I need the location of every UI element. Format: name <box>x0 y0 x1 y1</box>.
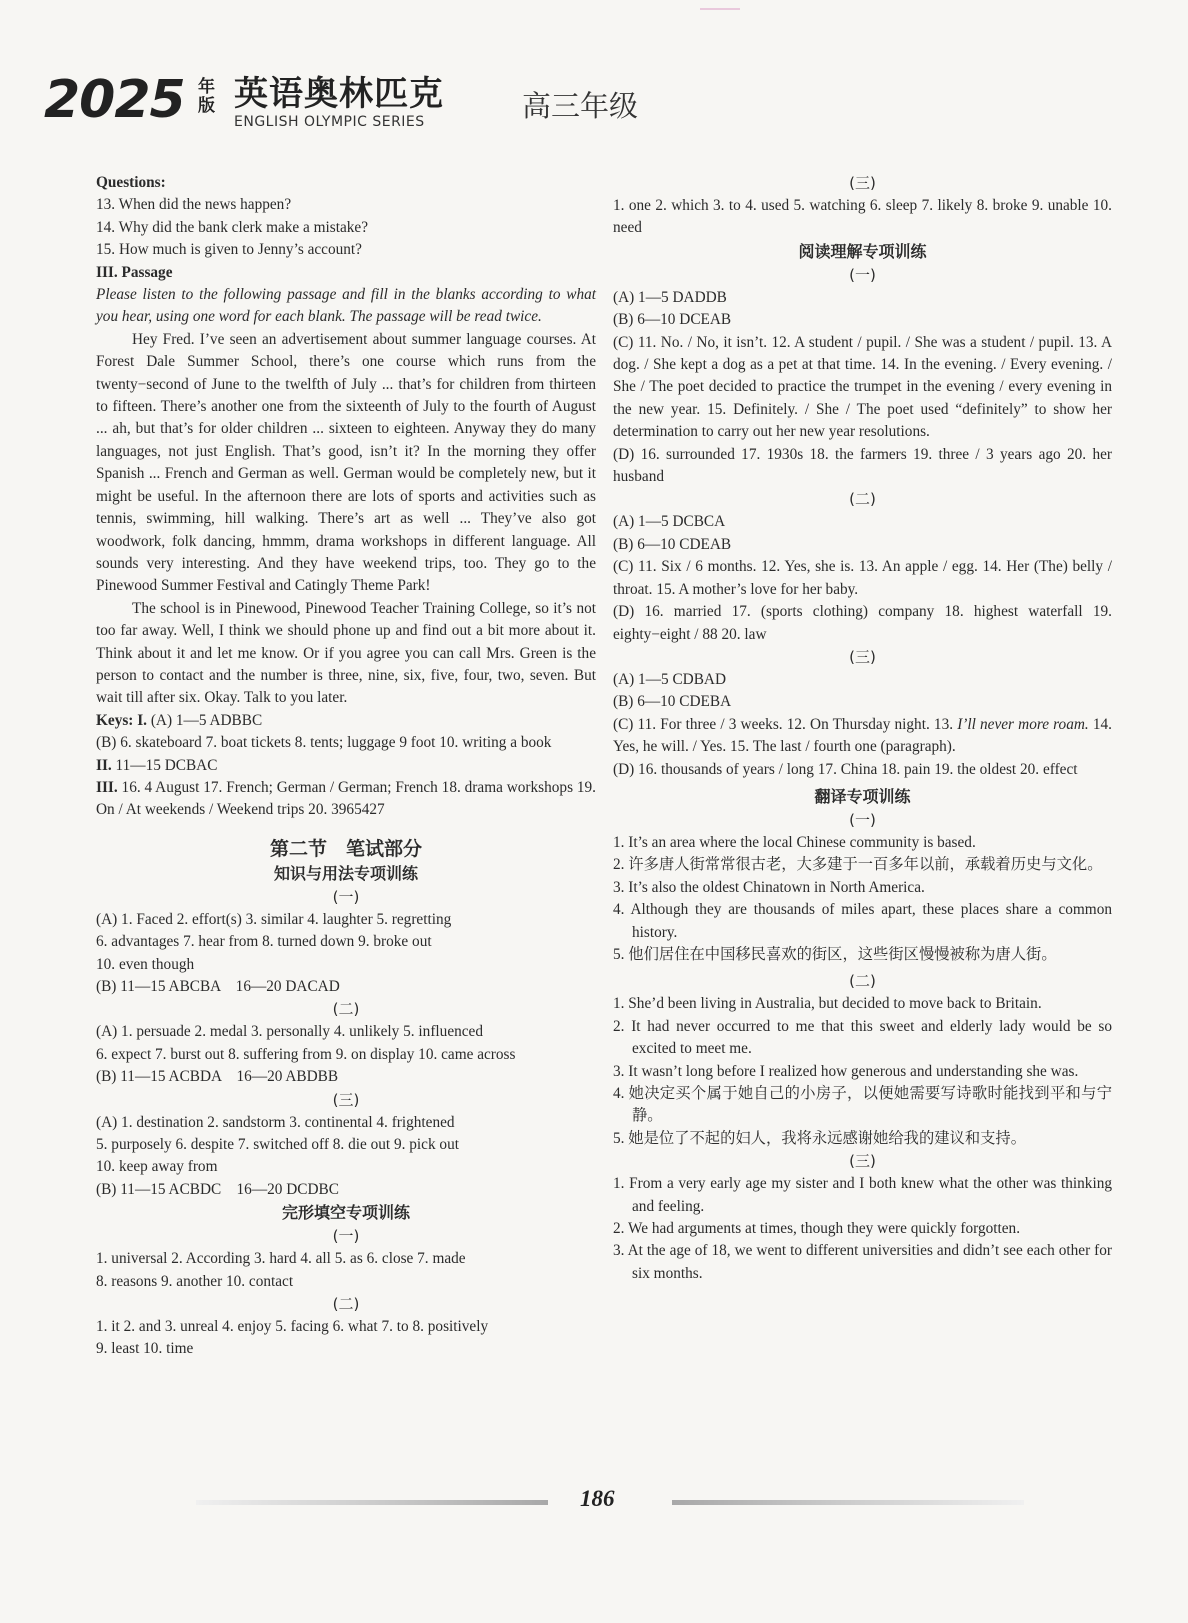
page-footer <box>0 1482 1188 1522</box>
series-title-en: ENGLISH OLYMPIC SERIES <box>234 114 425 130</box>
translation-3-item-1: 1. From a very early age my sister and I both knew what the other was thinking and feeling. <box>613 1175 1112 1215</box>
passage-paragraph-2: The school is in Pinewood, Pinewood Teacher Training College, so it’s not too far away. Well, I think we should phone up and find out a bit more about it. Think about it and let me know. Or if you agree you can call Mrs. Green is the person to contact and the number is three, nine, six, five, four, two, seven. But wait till after six. Okay. Talk to you later. <box>96 599 596 707</box>
knowledge-3-number: (三) <box>332 1090 360 1109</box>
series-year: 2025 <box>44 70 185 130</box>
footer-rule-right <box>672 1500 1024 1505</box>
knowledge-2-b: (B) 11—15 ACBDA 16—20 ABDBB <box>96 1068 339 1086</box>
keys-I-a-text: (A) 1—5 ADBBC <box>147 711 263 729</box>
translation-2-item-5: 5. 她是位了不起的妇人，我将永远感谢她给我的建议和支持。 <box>613 1129 1027 1147</box>
reading-3-a: (A) 1—5 CDBAD <box>613 670 727 688</box>
reading-3-c-post: 14. Yes, he will. / Yes. 15. The last / fourth one (paragraph). <box>613 715 1113 756</box>
page-header <box>44 70 664 140</box>
translation-2-number: (二) <box>849 972 876 991</box>
translation-3-item-3: 3. At the age of 18, we went to different universities and didn’t see each other for six months. <box>613 1242 1112 1282</box>
translation-2-item-2: 2. It had never occurred to me that this sweet and elderly lady would be so excited to meet me. <box>613 1017 1112 1058</box>
keys-II-text: 11—15 DCBAC <box>111 756 218 774</box>
cloze-2-line2: 9. least 10. time <box>96 1340 194 1358</box>
edition-label: 年版 <box>198 77 215 116</box>
question-15: 15. How much is given to Jenny’s account? <box>96 241 362 259</box>
translation-2-item-1: 1. She’d been living in Australia, but decided to move back to Britain. <box>613 995 1042 1013</box>
grade-label: 高三年级 <box>522 89 639 123</box>
right-column <box>613 172 1112 1285</box>
cloze-2-line1: 1. it 2. and 3. unreal 4. enjoy 5. facing 6. what 7. to 8. positively <box>96 1318 489 1336</box>
translation-1-item-1: 1. It’s an area where the local Chinese community is based. <box>613 833 976 851</box>
knowledge-title: 知识与用法专项训练 <box>273 863 418 883</box>
knowledge-3-a-line3: 10. keep away from <box>96 1158 218 1176</box>
knowledge-1-number: (一) <box>332 887 360 906</box>
reading-2-number: (二) <box>849 490 876 509</box>
cloze-1-line2: 8. reasons 9. another 10. contact <box>96 1272 294 1290</box>
cloze-title: 完形填空专项训练 <box>281 1203 410 1223</box>
reading-3-d: (D) 16. thousands of years / long 17. China 18. pain 19. the oldest 20. effect <box>613 760 1078 778</box>
passage-paragraph-1: Hey Fred. I’ve seen an advertisement about summer language courses. At Forest Dale Summer School, there’s one course which runs from the twenty−second of June to the twelfth of July ... that’s for children from thirteen to fifteen. There’s another one from the sixteenth of July to the fourth of August ... ah, but that’s for older children ... sixteen to eighteen. Anyway they do many languages, not just English. That’s good, isn’t it? In the morning they offer Spanish ... French and German as well. German would be completely new, but it might be useful. In the afternoon there are lots of sports and activities such as tennis, swimming, hill walking. There’s art as well ... They’ve also got woodwork, folk dancing, hmmm, drama workshops in different language. All sounds very interesting. And they have weekend trips, too. They go to the Pinewood Summer Festival and Catingly Theme Park! <box>96 330 596 595</box>
translation-1-item-2: 2. 许多唐人街常常很古老，大多建于一百多年以前，承载着历史与文化。 <box>613 856 1103 874</box>
cloze-3-text: 1. one 2. which 3. to 4. used 5. watching 6. sleep 7. likely 8. broke 9. unable 10. need <box>613 197 1112 237</box>
keys-II-label: II. <box>96 756 112 774</box>
reading-1-d: (D) 16. surrounded 17. 1930s 18. the farmers 19. three / 3 years ago 20. her husband <box>613 445 1112 486</box>
reading-2-a: (A) 1—5 DCBCA <box>613 513 726 531</box>
reading-1-b: (B) 6—10 DCEAB <box>613 311 732 329</box>
cloze-2-number: (二) <box>332 1295 360 1314</box>
keys-III-label: III. <box>96 778 118 796</box>
cloze-1-line1: 1. universal 2. According 3. hard 4. all 5. as 6. close 7. made <box>96 1250 466 1268</box>
questions-heading: Questions: <box>96 174 166 191</box>
knowledge-2-number: (二) <box>332 1000 360 1019</box>
passage-instruction: Please listen to the following passage and fill in the blanks according to what you hear, using one word for each blank. The passage will be read twice. <box>96 286 596 326</box>
series-title-cn: 英语奥林匹克 <box>234 74 444 114</box>
question-14: 14. Why did the bank clerk make a mistake? <box>96 218 368 236</box>
reading-3-c-pre: (C) 11. For three / 3 weeks. 12. On Thursday night. 13. <box>613 715 958 733</box>
keys-I-a <box>96 710 596 732</box>
knowledge-3-a-line2: 5. purposely 6. despite 7. switched off 8. die out 9. pick out <box>96 1136 459 1154</box>
translation-2-item-3: 3. It wasn’t long before I realized how generous and understanding she was. <box>613 1062 1079 1080</box>
translation-2-item-4: 4. 她决定买个属于她自己的小房子，以便她需要写诗歌时能找到平和与宁静。 <box>613 1085 1112 1125</box>
reading-1-number: (一) <box>849 265 876 284</box>
top-decoration <box>700 8 740 10</box>
translation-title: 翻译专项训练 <box>814 786 911 806</box>
passage-heading: III. Passage <box>96 263 173 281</box>
reading-2-c: (C) 11. Six / 6 months. 12. Yes, she is. 13. An apple / egg. 14. Her (The) belly / throat. 15. A mother’s love for her baby. <box>613 558 1112 598</box>
translation-1-item-4: 4. Although they are thousands of miles apart, these places share a common history. <box>613 901 1112 941</box>
knowledge-3-b: (B) 11—15 ACBDC 16—20 DCDBC <box>96 1180 339 1198</box>
keys-label: Keys: I. <box>96 711 147 729</box>
reading-1-a: (A) 1—5 DADDB <box>613 288 727 306</box>
footer-rule-left <box>196 1500 548 1505</box>
keys-II <box>96 755 596 777</box>
reading-2-d: (D) 16. married 17. (sports clothing) company 18. highest waterfall 19. eighty−eight / 88 20. law <box>613 603 1112 643</box>
knowledge-1-a-line2: 6. advantages 7. hear from 8. turned down 9. broke out <box>96 933 432 951</box>
keys-III <box>96 777 596 822</box>
reading-title: 阅读理解专项训练 <box>798 241 927 261</box>
knowledge-2-a-line1: (A) 1. persuade 2. medal 3. personally 4. unlikely 5. influenced <box>96 1023 483 1041</box>
knowledge-1-b: (B) 11—15 ABCBA 16—20 DACAD <box>96 978 340 995</box>
cloze-1-number: (一) <box>332 1227 360 1246</box>
translation-3-number: (三) <box>849 1152 876 1171</box>
question-13: 13. When did the news happen? <box>96 196 292 214</box>
translation-1-item-5: 5. 他们居住在中国移民喜欢的街区，这些街区慢慢被称为唐人街。 <box>613 945 1057 963</box>
keys-III-text: 16. 4 August 17. French; German / German; French 18. drama workshops 19. On / At weekends / Weekend trips 20. 3965427 <box>96 778 596 819</box>
knowledge-3-a-line1: (A) 1. destination 2. sandstorm 3. continental 4. frightened <box>96 1113 455 1131</box>
reading-3-c-italic: I’ll never more roam. <box>957 715 1089 733</box>
cloze-3-number: (三) <box>849 174 876 192</box>
translation-1-number: (一) <box>849 810 876 829</box>
left-column <box>96 172 596 1361</box>
knowledge-1-a-line1: (A) 1. Faced 2. effort(s) 3. similar 4. laughter 5. regretting <box>96 910 452 928</box>
reading-2-b: (B) 6—10 CDEAB <box>613 535 732 553</box>
reading-3-b: (B) 6—10 CDEBA <box>613 693 732 711</box>
reading-3-c <box>613 714 1112 759</box>
reading-1-c: (C) 11. No. / No, it isn’t. 12. A student / pupil. / She was a student / pupil. 13. A dog. / She kept a dog as a pet at that time. 14. In the evening. / Every evening. / She / The poet decided to practice the trumpet in the evening / every evening in the new year. 15. Definitely. / She / The poet used “definitely” to show her determination to carry out her new year resolutions. <box>613 333 1112 441</box>
knowledge-2-a-line2: 6. expect 7. burst out 8. suffering from 9. on display 10. came across <box>96 1045 516 1063</box>
translation-3-item-2: 2. We had arguments at times, though they were quickly forgotten. <box>613 1220 1021 1238</box>
page-number: 186 <box>580 1486 615 1511</box>
knowledge-1-a-line3: 10. even though <box>96 955 195 973</box>
keys-I-b: (B) 6. skateboard 7. boat tickets 8. tents; luggage 9 foot 10. writing a book <box>96 734 552 752</box>
section-title: 第二节 笔试部分 <box>269 837 422 860</box>
reading-3-number: (三) <box>849 647 876 666</box>
translation-1-item-3: 3. It’s also the oldest Chinatown in North America. <box>613 878 925 896</box>
